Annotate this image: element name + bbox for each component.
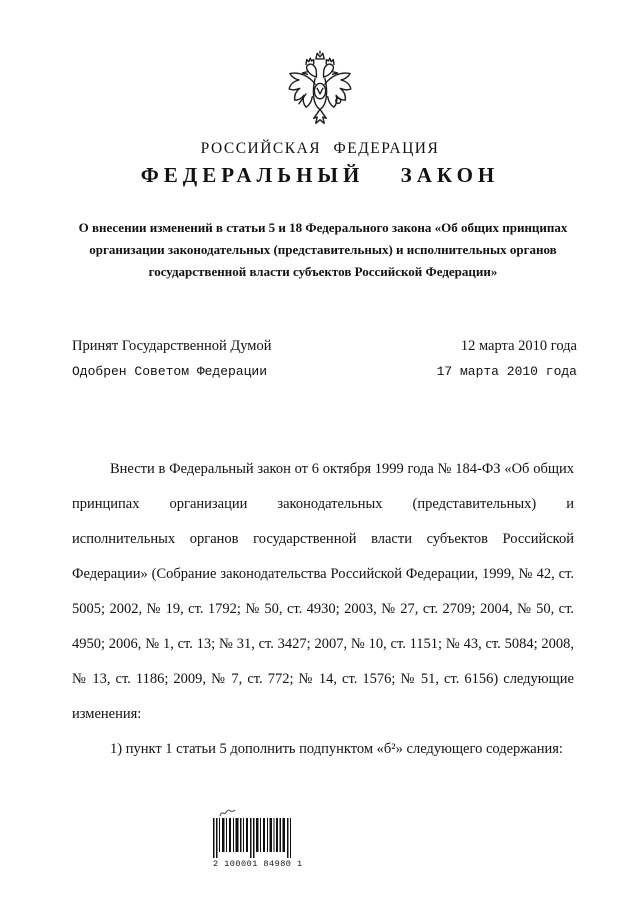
adopted-by-label: Принят Государственной Думой [72, 338, 272, 354]
body-paragraph-1: Внести в Федеральный закон от 6 октября 1999 года № 184-ФЗ «Об общих принципах организации законодательных (представительных) и исполнительных органов государственной власти субъектов Российской Федерации» (Собрание законодательства Российской Федерации, 1999, № 42, ст. 5005; 2002, № 19, ст. 1792; № 50, ст. 4930; 2003, № 27, ст. 2709; 2004, № 50, ст. 4950; 2006, № 1, ст. 13; № 31, ст. 3427; 2007, № 10, ст. 1151; № 43, ст. 5084; 2008, № 13, ст. 1186; 2009, № 7, ст. 772; № 14, ст. 1576; № 51, ст. 6156) следующие изменения: [72, 461, 574, 722]
russia-coat-of-arms-icon [285, 50, 355, 128]
body-paragraph-2: 1) пункт 1 статьи 5 дополнить подпунктом «б²» следующего содержания: [110, 741, 563, 757]
barcode-bars [213, 818, 291, 858]
adopted-row [72, 338, 577, 355]
approved-row [72, 364, 577, 379]
adopted-date: 12 марта 2010 года [460, 338, 577, 354]
pen-mark-icon [219, 808, 237, 817]
barcode [213, 808, 303, 869]
barcode-digits: 2 100001 84980 1 [213, 859, 303, 869]
law-body [72, 452, 574, 767]
adoption-block [72, 338, 577, 379]
document-type-heading: ФЕДЕРАЛЬНЫЙ ЗАКОН [140, 163, 500, 187]
country-heading: РОССИЙСКАЯ ФЕДЕРАЦИЯ [200, 140, 440, 157]
law-title: О внесении изменений в статьи 5 и 18 Федерального закона «Об общих принципах организации законодательных (представительных) и исполнительных органов государственной власти субъектов Российской Федерации» [78, 220, 568, 279]
approved-date: 17 марта 2010 года [436, 364, 577, 379]
approved-by-label: Одобрен Советом Федерации [72, 364, 268, 379]
